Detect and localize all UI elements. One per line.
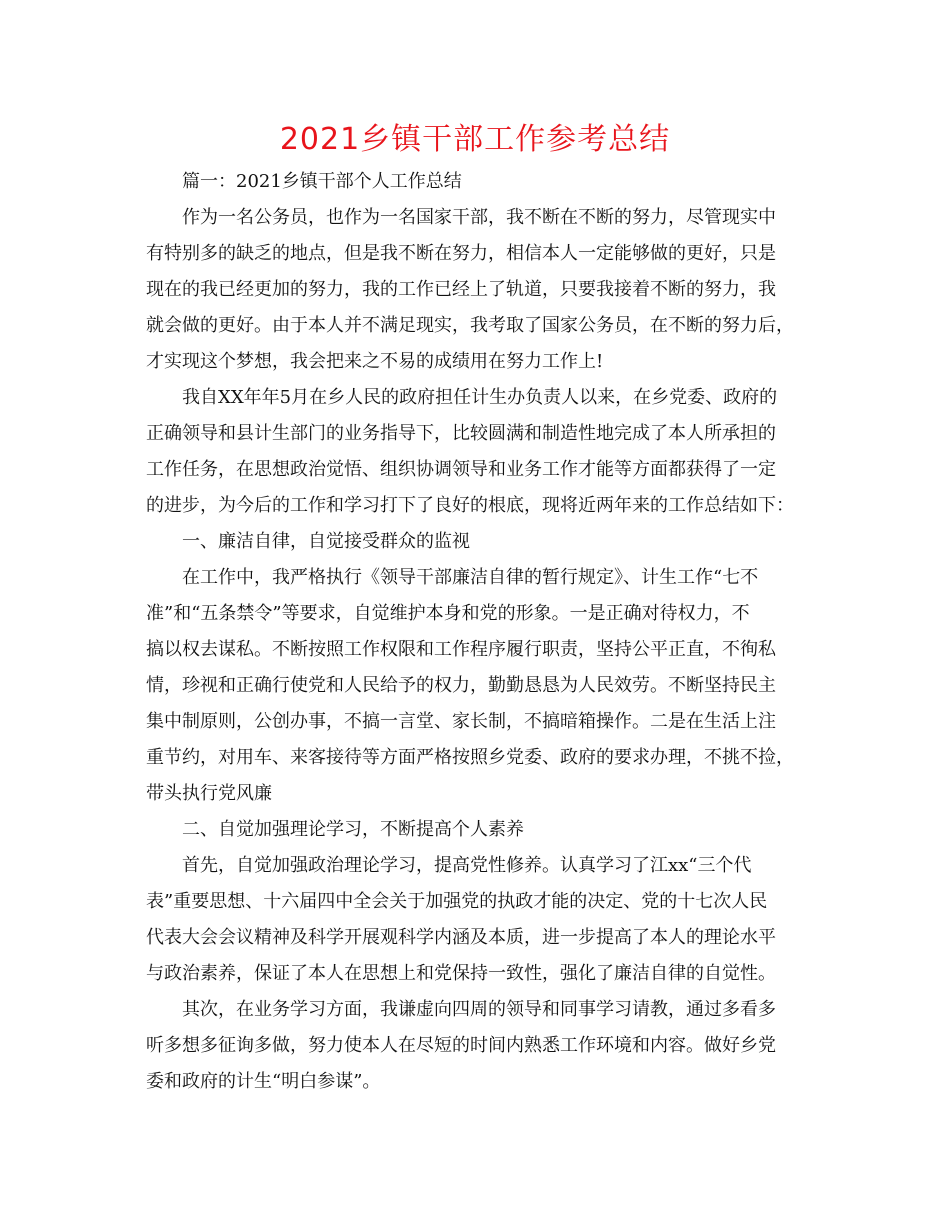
paragraph-first-line: 篇一：2021乡镇干部个人工作总结 xyxy=(182,171,462,192)
paragraph xyxy=(146,812,806,848)
paragraph-line: 才实现这个梦想，我会把来之不易的成绩用在努力工作上! xyxy=(146,351,604,372)
paragraph-line: 情，珍视和正确行使党和人民给予的权力，勤勤恳恳为人民效劳。不断坚持民主 xyxy=(146,675,776,696)
paragraph xyxy=(146,164,806,200)
paragraph xyxy=(146,524,806,560)
paragraph-first-line: 首先，自觉加强政治理论学习，提高党性修养。认真学习了江xx“三个代 xyxy=(182,855,752,876)
paragraph xyxy=(146,560,806,812)
paragraph-line: 的进步，为今后的工作和学习打下了良好的根底，现将近两年来的工作总结如下： xyxy=(146,495,794,516)
paragraph xyxy=(146,200,806,380)
paragraph-first-line: 二、自觉加强理论学习，不断提高个人素养 xyxy=(182,819,524,840)
paragraph-line: 带头执行党风廉 xyxy=(146,783,272,804)
document-body xyxy=(146,164,806,1100)
paragraph xyxy=(146,380,806,524)
paragraph-line: 准”和“五条禁令”等要求，自觉维护本身和党的形象。一是正确对待权力，不 xyxy=(146,603,750,624)
paragraph-line: 正确领导和县计生部门的业务指导下，比较圆满和制造性地完成了本人所承担的 xyxy=(146,423,776,444)
paragraph-line: 代表大会会议精神及科学开展观科学内涵及本质，进一步提高了本人的理论水平 xyxy=(146,927,776,948)
paragraph-line: 集中制原则，公创办事，不搞一言堂、家长制，不搞暗箱操作。二是在生活上注 xyxy=(146,711,776,732)
paragraph-first-line: 其次，在业务学习方面，我谦虚向四周的领导和同事学习请教，通过多看多 xyxy=(182,999,776,1020)
document-title: 2021乡镇干部工作参考总结 xyxy=(279,122,671,157)
paragraph-line: 有特别多的缺乏的地点，但是我不断在努力，相信本人一定能够做的更好，只是 xyxy=(146,243,776,264)
paragraph-first-line: 在工作中，我严格执行《领导干部廉洁自律的暂行规定》、计生工作“七不 xyxy=(182,567,759,588)
paragraph xyxy=(146,848,806,992)
paragraph-first-line: 作为一名公务员，也作为一名国家干部，我不断在不断的努力，尽管现实中 xyxy=(182,207,776,228)
paragraph-line: 委和政府的计生“明白参谋”。 xyxy=(146,1071,381,1092)
paragraph-line: 工作任务，在思想政治觉悟、组织协调领导和业务工作才能等方面都获得了一定 xyxy=(146,459,776,480)
paragraph-line: 现在的我已经更加的努力，我的工作已经上了轨道，只要我接着不断的努力，我 xyxy=(146,279,776,300)
paragraph-line: 就会做的更好。由于本人并不满足现实，我考取了国家公务员，在不断的努力后， xyxy=(146,315,794,336)
paragraph-line: 与政治素养，保证了本人在思想上和党保持一致性，强化了廉洁自律的自觉性。 xyxy=(146,963,776,984)
paragraph xyxy=(146,992,806,1100)
paragraph-line: 重节约，对用车、来客接待等方面严格按照乡党委、政府的要求办理，不挑不捡， xyxy=(146,747,794,768)
paragraph-line: 听多想多征询多做，努力使本人在尽短的时间内熟悉工作环境和内容。做好乡党 xyxy=(146,1035,776,1056)
paragraph-first-line: 一、廉洁自律，自觉接受群众的监视 xyxy=(182,531,470,552)
paragraph-first-line: 我自XX年年5月在乡人民的政府担任计生办负责人以来，在乡党委、政府的 xyxy=(182,387,778,408)
paragraph-line: 搞以权去谋私。不断按照工作权限和工作程序履行职责，坚持公平正直，不徇私 xyxy=(146,639,776,660)
paragraph-line: 表”重要思想、十六届四中全会关于加强党的执政才能的决定、党的十七次人民 xyxy=(146,891,768,912)
